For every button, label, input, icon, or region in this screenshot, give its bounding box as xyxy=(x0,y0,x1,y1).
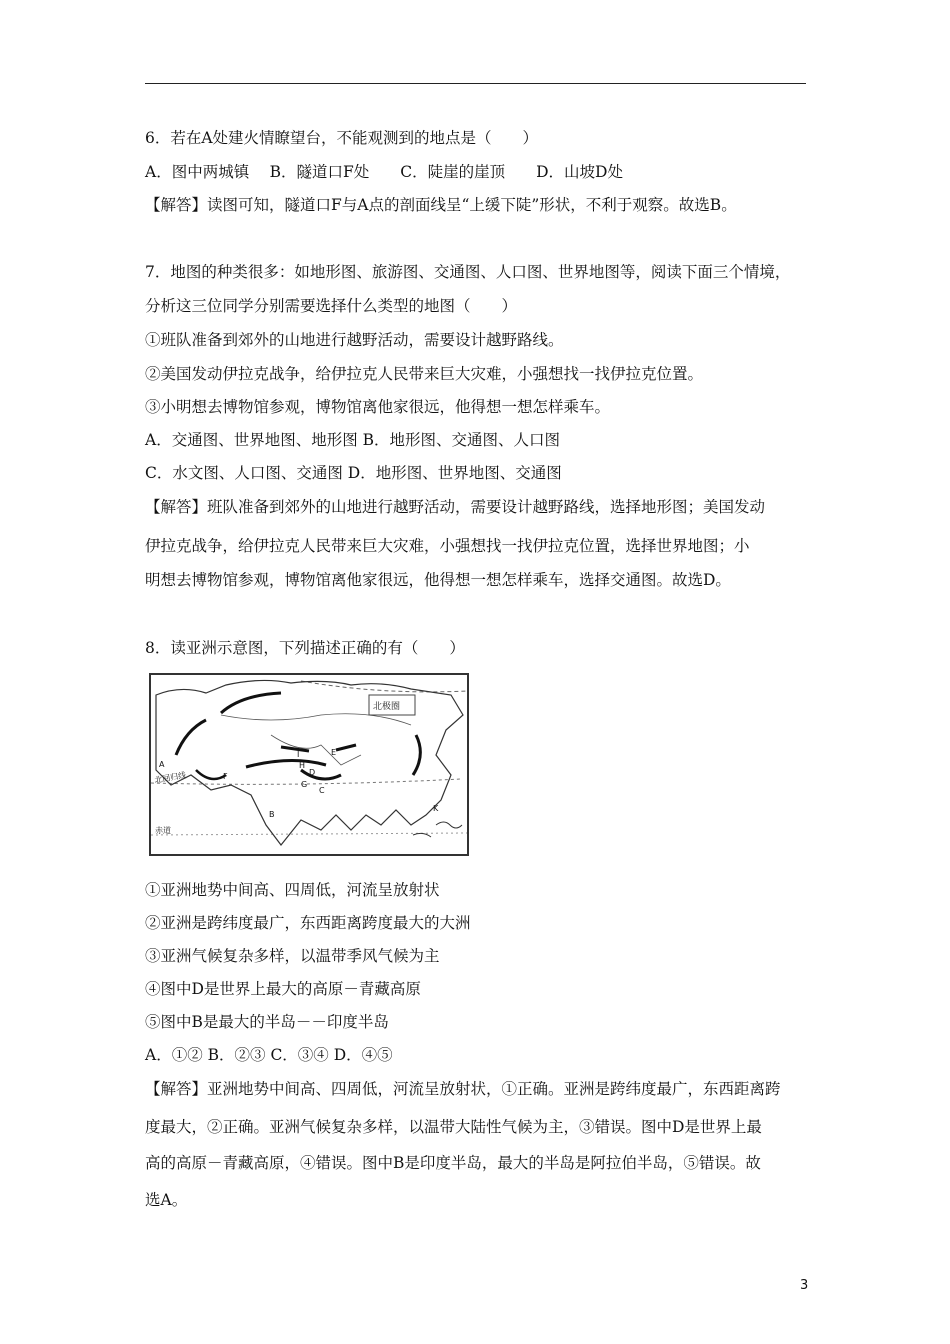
map-letter-h: H xyxy=(299,761,306,770)
q7-item-1: ①班队准备到郊外的山地进行越野活动，需要设计越野路线。 xyxy=(145,331,564,349)
q8-item-1: ①亚洲地势中间高、四周低，河流呈放射状 xyxy=(145,881,440,899)
equator-label: 赤道 xyxy=(155,826,171,835)
q8-answer-line-1: 【解答】亚洲地势中间高、四周低，河流呈放射状，①正确。亚洲是跨纬度最广，东西距离跨 xyxy=(145,1080,781,1098)
q6-stem: 6．若在A处建火情瞭望台，不能观测到的地点是（ ） xyxy=(145,129,539,147)
page-number: 3 xyxy=(800,1278,809,1293)
q8-item-5: ⑤图中B是最大的半岛－－印度半岛 xyxy=(145,1013,389,1031)
q7-item-3: ③小明想去博物馆参观，博物馆离他家很远，他得想一想怎样乘车。 xyxy=(145,398,611,416)
map-letter-g: G xyxy=(301,780,308,789)
map-letter-k: K xyxy=(433,804,439,813)
asia-map xyxy=(149,673,469,856)
mountain-stroke xyxy=(336,745,356,750)
q7-answer-line-2: 伊拉克战争，给伊拉克人民带来巨大灾难，小强想找一找伊拉克位置，选择世界地图；小 xyxy=(145,537,750,555)
arctic-circle-line xyxy=(301,681,467,692)
q6-answer: 【解答】读图可知，隧道口F与A点的剖面线呈“上缓下陡”形状，不利于观察。故选B。 xyxy=(145,196,737,214)
q7-stem-line-2: 分析这三位同学分别需要选择什么类型的地图（ ） xyxy=(145,297,518,315)
q8-options: A．①② B．②③ C．③④ D．④⑤ xyxy=(145,1046,393,1064)
map-letter-a: A xyxy=(159,760,165,769)
q8-answer-line-2: 度最大，②正确。亚洲气候复杂多样，以温带大陆性气候为主，③错误。图中D是世界上最 xyxy=(145,1118,762,1136)
q8-item-2: ②亚洲是跨纬度最广，东西距离跨度最大的大洲 xyxy=(145,914,471,932)
arctic-circle-label: 北极圈 xyxy=(373,702,401,712)
mountain-stroke xyxy=(196,770,226,779)
mountain-stroke xyxy=(246,760,326,767)
q8-item-4: ④图中D是世界上最大的高原－青藏高原 xyxy=(145,980,421,998)
q7-options-line-2: C．水文图、人口图、交通图 D．地形图、世界地图、交通图 xyxy=(145,464,562,482)
q8-answer-line-3: 高的高原－青藏高原，④错误。图中B是印度半岛，最大的半岛是阿拉伯半岛，⑤错误。故 xyxy=(145,1154,761,1172)
asia-map-drawing xyxy=(151,675,467,854)
q7-answer-line-1: 【解答】班队准备到郊外的山地进行越野活动，需要设计越野路线，选择地形图；美国发动 xyxy=(145,498,766,516)
islands xyxy=(436,822,462,828)
mountain-stroke xyxy=(413,735,420,775)
q7-item-2: ②美国发动伊拉克战争，给伊拉克人民带来巨大灾难，小强想找一找伊拉克位置。 xyxy=(145,365,704,383)
islands xyxy=(413,833,431,837)
mountain-stroke xyxy=(221,693,281,713)
mountain-stroke xyxy=(301,770,341,779)
map-letter-c: C xyxy=(319,786,325,795)
tropic-label: 北回归线 xyxy=(153,770,187,785)
mountain-stroke xyxy=(176,720,206,755)
q7-answer-line-3: 明想去博物馆参观，博物馆离他家很远，他得想一想怎样乘车，选择交通图。故选D。 xyxy=(145,571,731,589)
map-letter-b: B xyxy=(269,810,275,819)
map-letter-f: F xyxy=(223,772,228,781)
q7-stem-line-1: 7．地图的种类很多：如地形图、旅游图、交通图、人口图、世界地图等，阅读下面三个情境， xyxy=(145,263,791,281)
q8-item-3: ③亚洲气候复杂多样，以温带季风气候为主 xyxy=(145,947,440,965)
q8-stem: 8．读亚洲示意图，下列描述正确的有（ ） xyxy=(145,639,465,657)
map-letter-d: D xyxy=(309,768,316,777)
map-letter-i: I xyxy=(297,750,300,759)
q7-options-line-1: A．交通图、世界地图、地形图 B．地形图、交通图、人口图 xyxy=(145,431,561,449)
map-letter-e: E xyxy=(331,748,337,757)
q6-options: A．图中两城镇 B．隧道口F处 C．陡崖的崖顶 D．山坡D处 xyxy=(145,163,623,181)
mountain-stroke xyxy=(281,747,309,751)
header-rule xyxy=(145,83,806,84)
q8-answer-line-4: 选A。 xyxy=(145,1191,188,1209)
